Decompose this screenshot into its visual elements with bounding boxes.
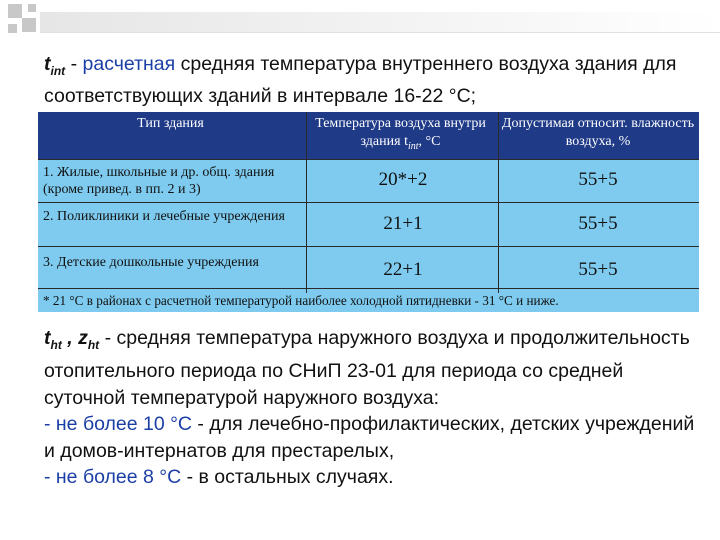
limit-8-label: - не более 8 °С (44, 466, 182, 489)
table-row (38, 246, 699, 289)
building-type-cell: 1. Жилые, школьные и др. общ. здания (кроме привед. в пп. 2 и 3) (43, 165, 275, 197)
variable-t-ht: $t_{ht}$ (44, 327, 62, 352)
intro-paragraph: $t_{int}$ - расчетная средняя температура внутреннего воздуха здания для соответствующих зданий в интервале 16-22 °С; (44, 53, 677, 107)
top-divider (40, 32, 720, 33)
variable-t-int: $t_{int}$ (44, 53, 66, 78)
top-gradient-bar (40, 12, 720, 32)
variable-z-ht: $z_{ht}$ (78, 327, 100, 352)
humidity-cell: 55+5 (578, 169, 618, 190)
table-header (38, 112, 699, 159)
temperature-cell: 20*+2 (378, 169, 428, 190)
highlight-word: расчетная (82, 53, 176, 75)
humidity-cell: 55+5 (578, 213, 618, 234)
humidity-cell: 55+5 (578, 259, 618, 280)
building-type-cell: 2. Поликлиники и лечебные учреждения (43, 209, 285, 224)
temperature-cell: 22+1 (383, 259, 423, 280)
table-row (38, 202, 699, 247)
limit-10-label: - не более 10 °С (44, 413, 193, 436)
intro-text: средняя температура внутреннего воздуха здания для соответствующих зданий в интервале 16-22 °С; (44, 53, 677, 107)
temperature-table (38, 112, 699, 312)
limit-10-text: - для лечебно-профилактических, детских учреждений и домов-интернатов для престарелых, (44, 413, 695, 462)
building-type-cell: 3. Детские дошкольные учреждения (43, 255, 259, 270)
header-temperature: Температура воздуха внутри здания $t_{int}$, °С (315, 116, 486, 152)
limit-8-text: - в остальных случаях. (181, 466, 394, 489)
header-building-type: Тип здания (137, 116, 204, 131)
temperature-cell: 21+1 (383, 213, 423, 234)
header-humidity: Допустимая относит. влажность воздуха, % (501, 116, 695, 149)
table-row (38, 159, 699, 203)
table-footnote: * 21 °С в районах с расчетной температурой наиболее холодной пятидневки - 31 °С и ниже. (43, 293, 559, 308)
outdoor-paragraph: $t_{ht}$ , $z_{ht}$ - средняя температура наружного воздуха и продолжительность отопительного периода по СНиП 23-01 для периода со средней суточной температурой наружного воздуха: - не более 10 °С - для лечебно-профилактических, детских учреждений и домов-интернатов для престарелых, - не более 8 °С - в остальных случаях. (44, 327, 695, 489)
outdoor-text: - средняя температура наружного воздуха и продолжительность отопительного периода по СНиП 23-01 для периода со средней суточной температурой наружного воздуха: (44, 327, 690, 409)
